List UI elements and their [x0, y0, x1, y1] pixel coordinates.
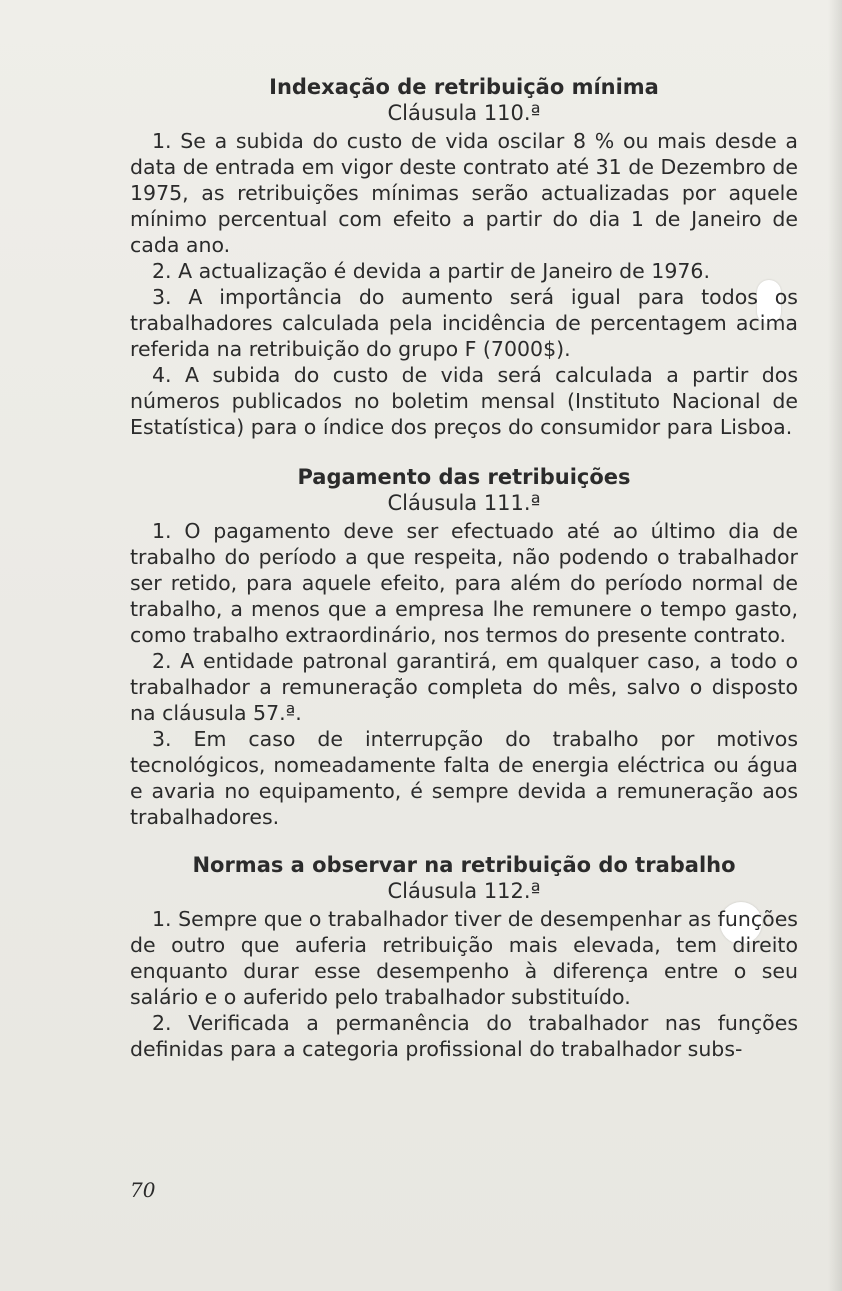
section-heading: Normas a observar na retribuição do trabalho — [192, 853, 736, 877]
paragraph: 2. A actualização é devida a partir de Janeiro de 1976. — [152, 259, 710, 283]
section-pagamento — [130, 464, 798, 830]
clause-number: Cláusula 110.ª — [387, 101, 541, 125]
page-edge-shadow — [828, 0, 842, 1291]
paragraph: 1. O pagamento deve ser efectuado até ao último dia de trabalho do período a que respeita, não podendo o trabalhador ser retido, para aquele efeito, para além do período normal de trabalho, a menos que a empresa lhe remunere o tempo gasto, como trabalho extraordinário, nos termos do presente contrato. — [130, 519, 798, 647]
section-spacer — [130, 830, 798, 852]
section-indexacao — [130, 74, 798, 440]
paragraph: 1. Sempre que o trabalhador tiver de desempenhar as funções de outro que auferia retribuição mais elevada, tem direito enquanto durar esse desempenho à diferença entre o seu salário e o auferido pelo trabalhador substituído. — [130, 907, 798, 1009]
paragraph: 3. Em caso de interrupção do trabalho por motivos tecnológicos, nomeadamente falta de energia eléctrica ou água e avaria no equipamento, é sempre devida a remuneração aos trabalhadores. — [130, 727, 798, 829]
section-spacer — [130, 440, 798, 464]
clause-number: Cláusula 111.ª — [387, 491, 541, 515]
clause-number: Cláusula 112.ª — [387, 879, 541, 903]
paragraph: 4. A subida do custo de vida será calculada a partir dos números publicados no boletim mensal (Instituto Nacional de Estatística) para o índice dos preços do consumidor para Lisboa. — [130, 363, 798, 439]
page-number: 70 — [130, 1178, 156, 1202]
section-heading: Indexação de retribuição mínima — [269, 75, 659, 99]
section-normas — [130, 852, 798, 1062]
section-heading: Pagamento das retribuições — [297, 465, 631, 489]
paragraph: 2. Verificada a permanência do trabalhador nas funções definidas para a categoria profissional do trabalhador subs- — [130, 1011, 798, 1061]
paragraph: 3. A importância do aumento será igual para todos os trabalhadores calculada pela incidência de percentagem acima referida na retribuição do grupo F (7000$). — [130, 285, 798, 361]
document-body — [130, 74, 798, 1062]
paragraph: 1. Se a subida do custo de vida oscilar 8 % ou mais desde a data de entrada em vigor deste contrato até 31 de Dezembro de 1975, as retribuições mínimas serão actualizadas por aquele mínimo percentual com efeito a partir do dia 1 de Janeiro de cada ano. — [130, 129, 798, 257]
paragraph: 2. A entidade patronal garantirá, em qualquer caso, a todo o trabalhador a remuneração completa do mês, salvo o disposto na cláusula 57.ª. — [130, 649, 798, 725]
